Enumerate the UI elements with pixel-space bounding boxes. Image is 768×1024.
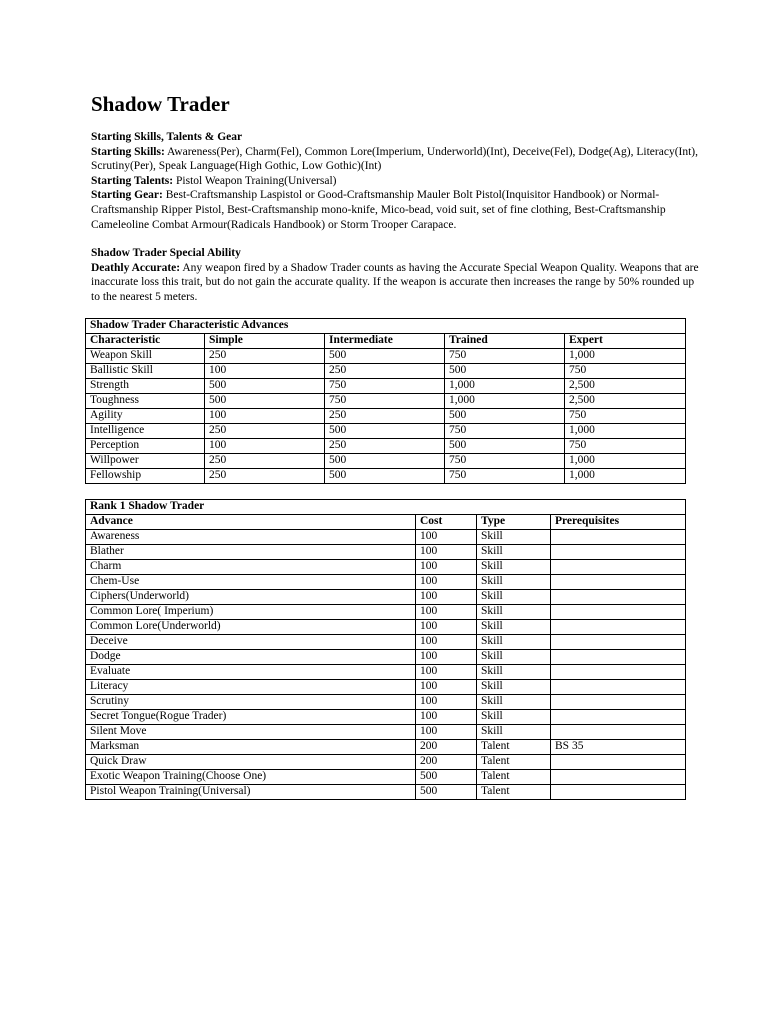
table-cell	[551, 575, 686, 590]
characteristic-row	[86, 364, 686, 379]
advance-row	[86, 665, 686, 680]
table-cell: Skill	[477, 620, 551, 635]
table-cell: Ballistic Skill	[86, 364, 205, 379]
advance-row	[86, 755, 686, 770]
table-cell	[551, 755, 686, 770]
table-cell: Perception	[86, 439, 205, 454]
table-cell: Quick Draw	[86, 755, 416, 770]
column-header: Advance	[86, 515, 416, 530]
table-cell: 100	[205, 409, 325, 424]
table-cell: 200	[416, 740, 477, 755]
table-cell: 750	[445, 349, 565, 364]
table-cell: 500	[205, 394, 325, 409]
table-cell: BS 35	[551, 740, 686, 755]
table-cell: 100	[416, 710, 477, 725]
table-cell: 250	[205, 349, 325, 364]
characteristic-row	[86, 379, 686, 394]
column-header: Type	[477, 515, 551, 530]
advance-row	[86, 545, 686, 560]
characteristic-row	[86, 469, 686, 484]
table-cell: Skill	[477, 635, 551, 650]
advance-row	[86, 725, 686, 740]
table-cell: Marksman	[86, 740, 416, 755]
table-cell: Talent	[477, 770, 551, 785]
table-cell: 100	[416, 545, 477, 560]
rank1-advances-table	[85, 499, 686, 800]
table-cell: 500	[205, 379, 325, 394]
table-cell: Skill	[477, 725, 551, 740]
table-cell: Dodge	[86, 650, 416, 665]
table-cell: Talent	[477, 740, 551, 755]
advance-row	[86, 620, 686, 635]
table-cell: 500	[325, 424, 445, 439]
table-cell: Skill	[477, 575, 551, 590]
table-cell: 250	[205, 424, 325, 439]
table-cell: 100	[416, 590, 477, 605]
table-cell	[551, 530, 686, 545]
starting-talents-label: Starting Talents:	[91, 174, 174, 187]
table-cell: Chem-Use	[86, 575, 416, 590]
column-header: Simple	[205, 334, 325, 349]
table-cell: Secret Tongue(Rogue Trader)	[86, 710, 416, 725]
characteristic-advances-table	[85, 318, 686, 484]
page-title: Shadow Trader	[91, 92, 230, 116]
table-cell: 500	[445, 364, 565, 379]
table-cell	[551, 620, 686, 635]
table-cell: 500	[445, 409, 565, 424]
table-cell: 500	[325, 349, 445, 364]
advance-row	[86, 590, 686, 605]
table-cell: Skill	[477, 605, 551, 620]
advance-row	[86, 770, 686, 785]
characteristic-row	[86, 424, 686, 439]
table-header-row	[86, 515, 686, 530]
table-cell: 500	[325, 469, 445, 484]
table-cell: Toughness	[86, 394, 205, 409]
table-cell: 200	[416, 755, 477, 770]
table-cell: Charm	[86, 560, 416, 575]
table-cell: 750	[325, 394, 445, 409]
table-cell	[551, 770, 686, 785]
table-cell: 1,000	[565, 349, 686, 364]
special-ability-label: Deathly Accurate:	[91, 261, 181, 274]
table-cell	[551, 545, 686, 560]
table-cell: 1,000	[565, 424, 686, 439]
table-cell: 750	[445, 424, 565, 439]
table-cell: Skill	[477, 650, 551, 665]
table-cell	[551, 605, 686, 620]
table-cell: 1,000	[565, 469, 686, 484]
characteristic-row	[86, 409, 686, 424]
table-caption-row	[86, 319, 686, 334]
table-cell: Exotic Weapon Training(Choose One)	[86, 770, 416, 785]
special-ability-body: Any weapon fired by a Shadow Trader counts as having the Accurate Special Weapon Quality. Weapons that are inaccurate loss this trait, but do not gain the accurate quality. If the weapon is accurate then increases the range by 50% rounded up to the nearest 5 meters.	[91, 261, 699, 303]
table-cell: Intelligence	[86, 424, 205, 439]
table-cell: 100	[416, 650, 477, 665]
table-cell: 100	[416, 620, 477, 635]
table-cell: 250	[325, 409, 445, 424]
table-cell: Evaluate	[86, 665, 416, 680]
table-cell: 750	[565, 439, 686, 454]
characteristic-row	[86, 439, 686, 454]
characteristic-row	[86, 349, 686, 364]
table-cell	[551, 650, 686, 665]
table-cell: 100	[416, 560, 477, 575]
starting-talents	[91, 174, 701, 189]
advance-row	[86, 740, 686, 755]
column-header: Trained	[445, 334, 565, 349]
special-ability-text	[91, 261, 701, 305]
table-cell: 500	[325, 454, 445, 469]
table-cell: Weapon Skill	[86, 349, 205, 364]
table-cell: 500	[445, 439, 565, 454]
table-cell: Pistol Weapon Training(Universal)	[86, 785, 416, 800]
table-cell: Deceive	[86, 635, 416, 650]
table-cell: Literacy	[86, 680, 416, 695]
table-cell	[551, 680, 686, 695]
table-cell: 100	[205, 364, 325, 379]
starting-gear-text: Best-Craftsmanship Laspistol or Good-Craftsmanship Mauler Bolt Pistol(Inquisitor Handbook) or Normal-Craftsmanship Ripper Pistol, Best-Craftsmanship mono-knife, Mico-bead, void suit, set of fine clothing, Best-Craftsmanship Cameleoline Combat Armour(Radicals Handbook) or Storm Trooper Carapace.	[91, 189, 666, 231]
advance-row	[86, 635, 686, 650]
starting-skills-label: Starting Skills:	[91, 145, 165, 158]
advance-row	[86, 710, 686, 725]
column-header: Prerequisites	[551, 515, 686, 530]
advance-row	[86, 575, 686, 590]
table-cell	[551, 785, 686, 800]
table-cell: Silent Move	[86, 725, 416, 740]
table-cell: Skill	[477, 530, 551, 545]
table-cell: Strength	[86, 379, 205, 394]
table-cell: 500	[416, 770, 477, 785]
table-cell	[551, 665, 686, 680]
table-cell: Skill	[477, 680, 551, 695]
column-header: Cost	[416, 515, 477, 530]
table-header-row	[86, 334, 686, 349]
characteristic-row	[86, 394, 686, 409]
advance-row	[86, 695, 686, 710]
advance-row	[86, 560, 686, 575]
table-cell: Talent	[477, 785, 551, 800]
special-ability-section	[91, 246, 701, 304]
table-cell: 250	[325, 439, 445, 454]
table-cell: 100	[416, 695, 477, 710]
table-cell: Awareness	[86, 530, 416, 545]
table-cell: Blather	[86, 545, 416, 560]
table-cell	[551, 710, 686, 725]
table-cell	[551, 695, 686, 710]
table-cell: Agility	[86, 409, 205, 424]
column-header: Intermediate	[325, 334, 445, 349]
table-cell: 500	[416, 785, 477, 800]
table-cell: Skill	[477, 695, 551, 710]
table-cell: Talent	[477, 755, 551, 770]
table-cell: 100	[416, 680, 477, 695]
table-cell: 750	[445, 469, 565, 484]
table-caption-row	[86, 500, 686, 515]
starting-heading: Starting Skills, Talents & Gear	[91, 131, 243, 143]
table-cell: 750	[565, 409, 686, 424]
table-cell: Skill	[477, 710, 551, 725]
special-ability-heading: Shadow Trader Special Ability	[91, 247, 241, 259]
table-cell: 250	[205, 454, 325, 469]
advance-row	[86, 650, 686, 665]
table-caption: Rank 1 Shadow Trader	[86, 500, 686, 515]
table-cell: Scrutiny	[86, 695, 416, 710]
starting-skills-text: Awareness(Per), Charm(Fel), Common Lore(Imperium, Underworld)(Int), Deceive(Fel), Dodge(Ag), Literacy(Int), Scrutiny(Per), Speak Language(High Gothic, Low Gothic)(Int)	[91, 145, 699, 173]
table-cell: 100	[416, 530, 477, 545]
table-cell	[551, 635, 686, 650]
table-cell: 2,500	[565, 394, 686, 409]
table-cell: 2,500	[565, 379, 686, 394]
table-cell: Skill	[477, 665, 551, 680]
table-cell: 100	[416, 575, 477, 590]
table-cell: Skill	[477, 590, 551, 605]
starting-section	[91, 130, 701, 232]
starting-gear	[91, 188, 701, 232]
table-cell: 750	[445, 454, 565, 469]
table-cell: Skill	[477, 545, 551, 560]
table-cell: 100	[416, 635, 477, 650]
table-cell	[551, 725, 686, 740]
table-cell: 750	[325, 379, 445, 394]
table-cell: 100	[416, 665, 477, 680]
table-cell: 1,000	[565, 454, 686, 469]
advance-row	[86, 680, 686, 695]
table-cell: 100	[416, 605, 477, 620]
table-cell: Willpower	[86, 454, 205, 469]
starting-talents-text: Pistol Weapon Training(Universal)	[173, 174, 337, 187]
starting-gear-label: Starting Gear:	[91, 189, 163, 202]
table-cell: Skill	[477, 560, 551, 575]
table-cell	[551, 590, 686, 605]
table-cell: 250	[325, 364, 445, 379]
advance-row	[86, 605, 686, 620]
table-cell	[551, 560, 686, 575]
table-cell: 100	[416, 725, 477, 740]
column-header: Expert	[565, 334, 686, 349]
table-cell: Common Lore( Imperium)	[86, 605, 416, 620]
table-cell: 1,000	[445, 394, 565, 409]
table-cell: 1,000	[445, 379, 565, 394]
table-cell: 250	[205, 469, 325, 484]
characteristic-row	[86, 454, 686, 469]
table-cell: Fellowship	[86, 469, 205, 484]
table-cell: Common Lore(Underworld)	[86, 620, 416, 635]
starting-skills	[91, 145, 701, 174]
advance-row	[86, 530, 686, 545]
column-header: Characteristic	[86, 334, 205, 349]
advance-row	[86, 785, 686, 800]
table-cell: 100	[205, 439, 325, 454]
table-caption: Shadow Trader Characteristic Advances	[86, 319, 686, 334]
table-cell: 750	[565, 364, 686, 379]
table-cell: Ciphers(Underworld)	[86, 590, 416, 605]
